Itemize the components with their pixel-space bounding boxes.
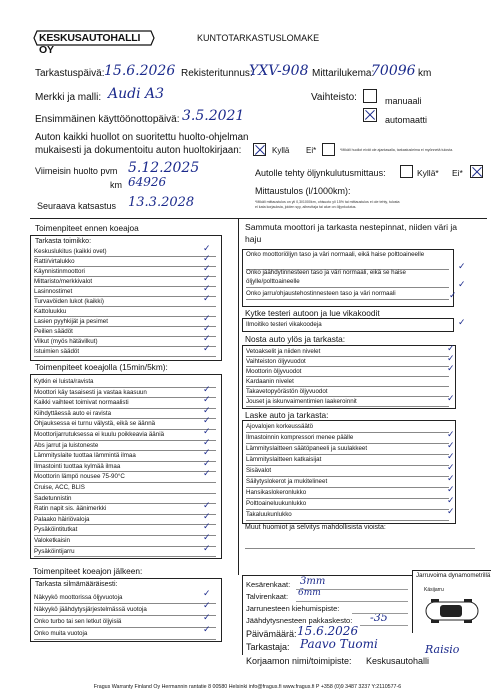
reg-value[interactable]: YXV-908	[249, 63, 309, 79]
lower-item-row	[246, 422, 449, 433]
tick-icon: ✓	[203, 427, 211, 437]
date-value[interactable]: 15.6.2026	[297, 624, 359, 638]
test-drive-item-label: Ohjauksessa ei turnu välystä, eikä se äännä	[34, 420, 156, 428]
tick-icon: ✓	[447, 463, 455, 473]
test-drive-item-row	[34, 525, 216, 536]
tick-icon: ✓	[447, 441, 455, 451]
post-drive-item-row	[34, 592, 216, 604]
fluid-row-oil: Onko moottoriöljyn taso ja väri normaali, eikä haise polttoaineelle	[246, 251, 449, 270]
lift-item-label: Takavetopyörästön öljyvuodot	[246, 388, 328, 395]
lift-item-label: Kardaanin nivelet	[246, 378, 294, 385]
oil-note-2: ei kata korjauksia, joiden syy, aiheuttaja tai alue on öljynkulutus.	[255, 205, 357, 209]
tick-icon: ✓	[203, 543, 211, 554]
pre-drive-item-label: Käynnistinmoottori	[34, 268, 85, 275]
test-drive-item-row	[34, 472, 216, 483]
oil-yes-label: Kyllä*	[417, 168, 439, 178]
test-drive-item-row	[34, 451, 216, 462]
last-service-km[interactable]: 64926	[128, 175, 167, 189]
tick-icon: ✓	[203, 533, 211, 543]
test-drive-item-label: Ratin napit sis. äänimerkki	[34, 505, 107, 513]
repair-location-value[interactable]: Raisio	[425, 643, 460, 656]
lower-item-label: Takaluukunlukko	[246, 511, 292, 518]
test-drive-item-row	[34, 515, 216, 526]
test-drive-item-row	[34, 547, 216, 558]
gearbox-label: Vaihteisto:	[311, 92, 357, 103]
test-drive-item-label: Valoketkaisin	[34, 537, 70, 544]
tick-icon: ✓	[203, 416, 211, 427]
brake-diagram-title: Jarruvoima dynamometrillä	[416, 572, 491, 579]
tick-icon: ✓	[203, 264, 211, 274]
car-topview-icon	[420, 596, 484, 626]
lower-item-label: Ilmastoinnin kompressori menee päälle	[246, 434, 354, 441]
tick-icon: ✓	[447, 452, 455, 462]
repair-shop-value: Keskusautohalli	[366, 656, 430, 666]
tick-icon: ✓	[203, 625, 211, 635]
coolant-label: Jäähdytysnesteen pakkaskesto:	[246, 616, 353, 625]
service-no-checkbox[interactable]	[322, 143, 335, 156]
lower-item-label: Lämmityslaitteen säätöpaneeli ja suulakkeet	[246, 445, 368, 452]
brake-fluid-label: Jarrunesteen kiehumispiste:	[246, 604, 340, 613]
test-drive-item-row	[34, 504, 216, 515]
first-reg-value[interactable]: 3.5.2021	[182, 108, 245, 124]
oil-result-label: Mittaustulos (l/1000km):	[255, 186, 351, 196]
tick-icon: ✓	[203, 244, 211, 254]
next-inspection-value[interactable]: 13.3.2028	[128, 195, 195, 210]
pre-drive-item-label: Lasien pyyhkijät ja pesimet	[34, 318, 108, 325]
tick-icon: ✓	[458, 280, 466, 290]
pre-drive-item-row	[34, 277, 216, 287]
pre-drive-item-label: Lasinnostimet	[34, 288, 73, 295]
first-reg-label: Ensimmäinen käyttöönottopäivä:	[35, 114, 180, 125]
test-drive-item-row	[34, 388, 216, 399]
post-drive-item-row	[34, 604, 216, 616]
lift-box	[242, 345, 456, 409]
lift-item-row	[246, 357, 449, 367]
tester-title: Kytke testeri autoon ja lue vikakoodit	[245, 308, 380, 318]
test-drive-item-label: Ilmastointi tuottaa kylmää ilmaa	[34, 462, 121, 470]
test-drive-item-row	[34, 419, 216, 430]
post-drive-item-row	[34, 628, 216, 640]
pre-drive-item-row	[34, 317, 216, 327]
post-drive-item-label: Näkyykö moottorissa öljyvuotoja	[34, 594, 123, 601]
pre-drive-item-row	[34, 337, 216, 347]
manual-checkbox[interactable]	[363, 89, 377, 103]
form-title: KUNTOTARKASTUSLOMAKE	[197, 33, 320, 43]
pre-drive-item-row	[34, 287, 216, 297]
service-yes-checkbox[interactable]	[253, 143, 266, 156]
test-drive-item-row	[34, 409, 216, 420]
tick-icon: ✓	[203, 334, 211, 344]
mileage-value[interactable]: 70096	[371, 63, 416, 79]
oil-no-checkbox[interactable]	[470, 165, 483, 178]
test-drive-item-label: Moottorijarrutuksessa ei kuulu poikkeavia ääniä	[34, 431, 165, 438]
lower-item-label: Säilytyslokerot ja mukitelineet	[246, 478, 328, 485]
test-drive-item-label: Kaikki vaihteet toimivat normaalisti	[34, 399, 129, 407]
post-drive-subtitle: Tarkasta silmämääräisesti:	[35, 581, 118, 588]
horizontal-divider	[30, 218, 487, 219]
remarks-label: Muut huomiot ja selvitys mahdollisista vioista:	[245, 524, 386, 531]
test-drive-item-label: Sadetunnistin	[34, 494, 72, 502]
make-value[interactable]: Audi A3	[108, 86, 165, 102]
footer-text: Fragus Warranty Finland Oy Hermannin rantatie 8 00580 Helsinki info@fragus.fi www.fragus.fi P +358 (0)9 3487 3237 Y:2110577-6	[93, 684, 402, 690]
dotted-line	[296, 601, 408, 602]
lift-item-label: Vaihteiston öljyvuodot	[246, 358, 306, 365]
make-label: Merkki ja malli:	[35, 92, 102, 103]
tick-icon: ✓	[447, 474, 455, 484]
column-divider	[238, 218, 239, 575]
automatic-label: automaatti	[385, 115, 428, 125]
tick-icon: ✓	[203, 469, 211, 480]
test-drive-title: Toimenpiteet koeajolla (15min/5km):	[35, 362, 168, 372]
inspector-value[interactable]: Paavo Tuomi	[300, 637, 378, 651]
pre-drive-item-row	[34, 267, 216, 277]
pre-drive-item-label: Keskuslukitus (kaikki ovet)	[34, 248, 107, 255]
tick-icon: ✓	[447, 496, 455, 506]
test-drive-item-row	[34, 430, 216, 441]
test-drive-item-row	[34, 483, 216, 494]
coolant-value[interactable]: -35	[370, 611, 388, 624]
test-drive-item-row	[34, 462, 216, 473]
engine-off-title: Sammuta moottori ja tarkasta nestepinnat, niiden väri ja haju	[245, 222, 458, 244]
oil-test-label: Autolle tehty öljynkulutusmittaus:	[255, 168, 386, 178]
pre-drive-item-row	[34, 297, 216, 307]
tick-icon: ✓	[203, 274, 211, 284]
winter-tires-label: Talvirenkaat:	[246, 592, 289, 601]
pre-drive-item-label: Istuimien säädöt	[34, 348, 80, 355]
oil-no-label: Ei*	[452, 168, 463, 178]
service-question: Auton kaikki huollot on suoritettu huolto-ohjelman mukaisesti ja dokumentoitu auton huoltokirjaan:	[35, 132, 249, 156]
mileage-unit: km	[418, 68, 432, 79]
lift-item-row	[246, 377, 449, 387]
date-label: Päivämäärä:	[246, 629, 297, 639]
tick-icon: ✓	[449, 291, 457, 301]
tick-icon: ✓	[203, 511, 211, 522]
test-drive-item-label: Cruise, ACC, BLIS	[34, 484, 85, 491]
automatic-checkbox[interactable]	[363, 108, 377, 122]
manual-label: manuaali	[385, 96, 422, 106]
tick-icon: ✓	[203, 284, 211, 294]
tick-icon: ✓	[203, 294, 211, 304]
pre-drive-item-row	[34, 247, 216, 257]
tick-icon: ✓	[447, 364, 455, 374]
last-service-km-label: km	[110, 180, 122, 190]
company-logo	[33, 30, 155, 56]
test-drive-item-label: Kiihdyttäessä auto ei ravista	[34, 409, 112, 417]
tick-icon: ✓	[447, 354, 455, 364]
service-yes-label: Kyllä	[272, 146, 290, 155]
tester-item: Ilmoitiko testeri vikakoodeja	[246, 321, 322, 328]
fluid-row-coolant: Onko jäähdytinnesteen taso ja väri normaali, eikä se haise öljylle/polttoaineelle	[246, 269, 449, 288]
test-drive-box	[30, 374, 222, 559]
pre-drive-item-row	[34, 307, 216, 317]
tick-icon: ✓	[447, 507, 455, 517]
tick-icon: ✓	[447, 394, 455, 404]
oil-yes-checkbox[interactable]	[400, 165, 413, 178]
lower-item-row	[246, 444, 449, 455]
tick-icon: ✓	[203, 314, 211, 324]
tick-icon: ✓	[458, 262, 466, 272]
winter-tires-value[interactable]: 6mm	[298, 588, 321, 598]
remarks-line[interactable]	[245, 548, 475, 549]
lower-item-row	[246, 455, 449, 466]
lower-title: Laske auto ja tarkasta:	[245, 410, 329, 420]
post-drive-title: Toimenpiteet koeajon jälkeen:	[33, 566, 143, 576]
post-drive-item-row	[34, 616, 216, 628]
pre-drive-item-row	[34, 347, 216, 357]
post-drive-box	[30, 578, 222, 642]
tick-icon: ✓	[458, 318, 466, 328]
brake-diagram-sub: Käsijarru	[424, 587, 444, 593]
test-drive-item-label: Moottori käy tasaisesti ja vastaa kaasuun	[34, 388, 147, 396]
test-drive-item-row	[34, 398, 216, 409]
lift-item-row	[246, 367, 449, 377]
test-drive-item-label: Pysäköintijarru	[34, 547, 75, 555]
lower-item-label: Ajovalojen korkeussäätö	[246, 423, 314, 430]
tick-icon: ✓	[203, 344, 211, 354]
lower-item-row	[246, 488, 449, 499]
tick-icon: ✓	[203, 395, 211, 406]
dotted-line	[352, 613, 408, 614]
inspection-date-value[interactable]: 15.6.2026	[104, 63, 176, 79]
lift-item-row	[246, 347, 449, 357]
lower-item-row	[246, 477, 449, 488]
lower-item-label: Hansikaslokeronlukko	[246, 489, 307, 496]
tick-icon: ✓	[203, 501, 211, 512]
tick-icon: ✓	[203, 522, 211, 533]
tick-icon: ✓	[447, 485, 455, 495]
test-drive-item-label: Abs jarrut ja luistoneste	[34, 441, 99, 449]
pre-drive-item-row	[34, 257, 216, 267]
test-drive-item-row	[34, 377, 216, 388]
service-note: *Mikäli huollot eivät ole ajantasalla, tarkastusleima ei myönnetä tulosta.	[340, 148, 454, 152]
dotted-line	[360, 625, 408, 626]
lift-item-label: Jouset ja iskunvaimentimien laakeroinnit	[246, 398, 357, 405]
lower-item-row	[246, 510, 449, 521]
inspection-date-label: Tarkastuspäivä:	[35, 68, 105, 79]
reg-label: Rekisteritunnus:	[181, 68, 253, 79]
dotted-line	[296, 589, 408, 590]
post-drive-item-label: Näkyykö jäähdytysjärjestelmässä vuotoja	[34, 606, 147, 613]
pre-drive-item-label: Mittaristo/merkkivalot	[34, 278, 93, 285]
lift-item-row	[246, 397, 449, 407]
summer-tires-value[interactable]: 3mm	[300, 576, 326, 587]
tick-icon: ✓	[203, 437, 211, 448]
tick-icon: ✓	[203, 384, 211, 395]
test-drive-item-label: Kytkin ei luista/ravista	[34, 378, 94, 385]
tick-icon: ✓	[203, 254, 211, 264]
lift-title: Nosta auto ylös ja tarkasta:	[245, 334, 346, 344]
tick-icon: ✓	[203, 405, 211, 416]
tick-icon: ✓	[447, 344, 455, 354]
lower-item-label: Sisävalot	[246, 467, 272, 474]
oil-note-1: *Mikäli mittaustulos on yli 0,3l/1000km, ohisuoto yli 15% tai mittaustulos ei ole tehty, tulosta	[255, 200, 400, 204]
mileage-label: Mittarilukema:	[312, 68, 375, 79]
tick-icon: ✓	[203, 324, 211, 334]
lower-item-label: Polttoaineluukunlukko	[246, 500, 307, 507]
tick-icon: ✓	[203, 458, 211, 469]
tick-icon: ✓	[203, 601, 211, 611]
lift-item-label: Moottorin öljyvuodot	[246, 368, 302, 375]
tick-icon: ✓	[203, 613, 211, 623]
lift-item-label: Vetoakselit ja niiden nivelet	[246, 348, 321, 355]
pre-drive-item-row	[34, 327, 216, 337]
post-drive-item-label: Onko turbo tai sen letkut öljyisiä	[34, 618, 122, 625]
fluid-row-brake: Onko jarru/ohjaustehostinnesteen taso ja väri normaali	[246, 289, 449, 300]
test-drive-item-label: Palaako häiriövaloja	[34, 515, 90, 523]
test-drive-item-row	[34, 536, 216, 547]
pre-drive-item-label: Turvavöiden lukot (kaikki)	[34, 298, 104, 305]
lower-item-label: Lämmityslaitteen katkaisijat	[246, 456, 322, 463]
logo-text: KESKUSAUTOHALLI OY	[39, 32, 141, 56]
test-drive-item-row	[34, 494, 216, 505]
service-no-label: Ei*	[306, 146, 317, 155]
pre-drive-item-label: Peilien säädöt	[34, 328, 73, 335]
test-drive-item-label: Pysäköintitutkat	[34, 526, 78, 534]
pre-drive-subtitle: Tarkasta toimikko:	[35, 238, 92, 245]
test-drive-item-row	[34, 441, 216, 452]
pre-drive-item-label: Ratti/virtalukko	[34, 258, 75, 265]
lower-item-row	[246, 433, 449, 444]
tick-icon: ✓	[447, 430, 455, 440]
lower-box	[242, 420, 456, 524]
pre-drive-box	[30, 235, 222, 361]
lift-item-row	[246, 387, 449, 397]
pre-drive-title: Toimenpiteet ennen koeajoa	[35, 223, 139, 233]
pre-drive-item-label: Kattoluukku	[34, 308, 67, 315]
test-drive-item-label: Moottorin lämpö nousee 75-90°C	[34, 473, 125, 481]
tester-box	[242, 318, 454, 332]
last-service-label: Viimeisin huolto pvm	[35, 166, 118, 176]
summer-tires-label: Kesärenkaat:	[246, 580, 291, 589]
repair-shop-label: Korjaamon nimi/toimipiste:	[246, 656, 352, 666]
tick-icon: ✓	[203, 448, 211, 459]
lower-item-row	[246, 499, 449, 510]
tick-icon: ✓	[203, 589, 211, 599]
pre-drive-item-label: Vilkut (myös hätävilkut)	[34, 338, 98, 345]
post-drive-item-label: Onko muita vuotoja	[34, 630, 88, 637]
fluids-box	[242, 249, 454, 307]
next-inspection-label: Seuraava katsastus	[37, 201, 117, 211]
lower-item-row	[246, 466, 449, 477]
last-service-date[interactable]: 5.12.2025	[128, 160, 200, 176]
test-drive-item-label: Lämmityslaite tuottaa lämmintä ilmaa	[34, 452, 136, 460]
inspector-label: Tarkastaja:	[246, 642, 290, 652]
